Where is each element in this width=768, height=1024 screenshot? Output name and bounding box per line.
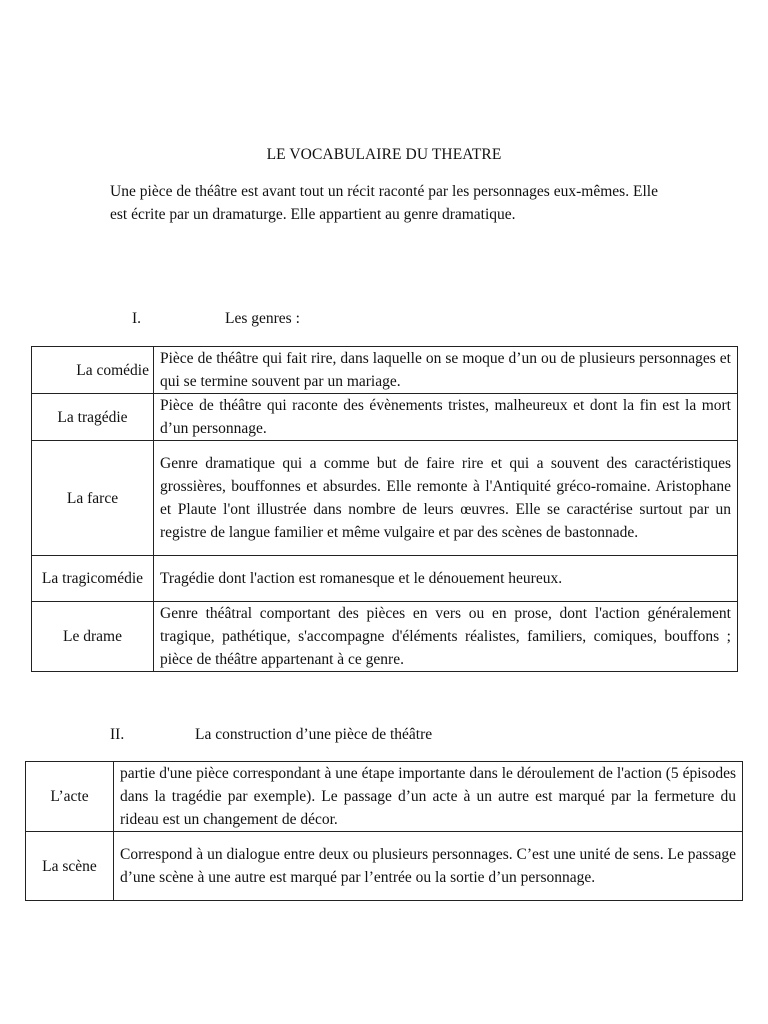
definition-cell: Correspond à un dialogue entre deux ou plusieurs personnages. C’est une unité de sens. Le passage d’une scène à une autre est marqué par l’entrée ou la sortie d’un personnage. <box>114 832 743 901</box>
table-row <box>32 441 738 556</box>
definition-cell: Tragédie dont l'action est romanesque et le dénouement heureux. <box>154 556 738 602</box>
section-number: I. <box>132 310 142 327</box>
section-title: Les genres : <box>225 310 300 327</box>
definition-cell: Pièce de théâtre qui fait rire, dans laquelle on se moque d’un ou de plusieurs personnages et qui se termine souvent par un mariage. <box>154 347 738 394</box>
table-row <box>32 347 738 394</box>
definition-cell: partie d'une pièce correspondant à une étape importante dans le déroulement de l'action (5 épisodes dans la tragédie par exemple). Le passage d’un acte à un autre est marqué par la fermeture du rideau est un changement de décor. <box>114 762 743 832</box>
term-cell: Le drame <box>32 602 154 672</box>
section-title: La construction d’une pièce de théâtre <box>195 726 433 743</box>
term-cell: L’acte <box>26 762 114 832</box>
page-title: LE VOCABULAIRE DU THEATRE <box>266 146 502 163</box>
definition-cell: Pièce de théâtre qui raconte des évènements tristes, malheureux et dont la fin est la mort d’un personnage. <box>154 394 738 441</box>
term-cell: La tragédie <box>32 394 154 441</box>
intro-paragraph: Une pièce de théâtre est avant tout un récit raconté par les personnages eux-mêmes. Elle est écrite par un dramaturge. Elle appartient au genre dramatique. <box>110 183 658 223</box>
table-row <box>26 832 743 901</box>
term-cell: La scène <box>26 832 114 901</box>
construction-table <box>25 761 743 901</box>
term-cell: La farce <box>32 441 154 556</box>
genres-table <box>31 346 738 672</box>
term-cell: La comédie <box>32 347 154 394</box>
definition-cell: Genre théâtral comportant des pièces en vers ou en prose, dont l'action généralement tragique, pathétique, s'accompagne d'éléments réalistes, familiers, comiques, bouffons ; pièce de théâtre appartenant à ce genre. <box>154 602 738 672</box>
table-row <box>26 762 743 832</box>
table-row <box>32 602 738 672</box>
definition-cell: Genre dramatique qui a comme but de faire rire et qui a souvent des caractéristiques grossières, bouffonnes et absurdes. Elle remonte à l'Antiquité gréco-romaine. Aristophane et Plaute l'ont illustrée dans nombre de leurs œuvres. Elle se caractérise surtout par un registre de langue familier et même vulgaire et par des scènes de bastonnade. <box>154 441 738 556</box>
table-row <box>32 556 738 602</box>
term-cell: La tragicomédie <box>32 556 154 602</box>
section-number: II. <box>110 726 125 743</box>
table-row <box>32 394 738 441</box>
